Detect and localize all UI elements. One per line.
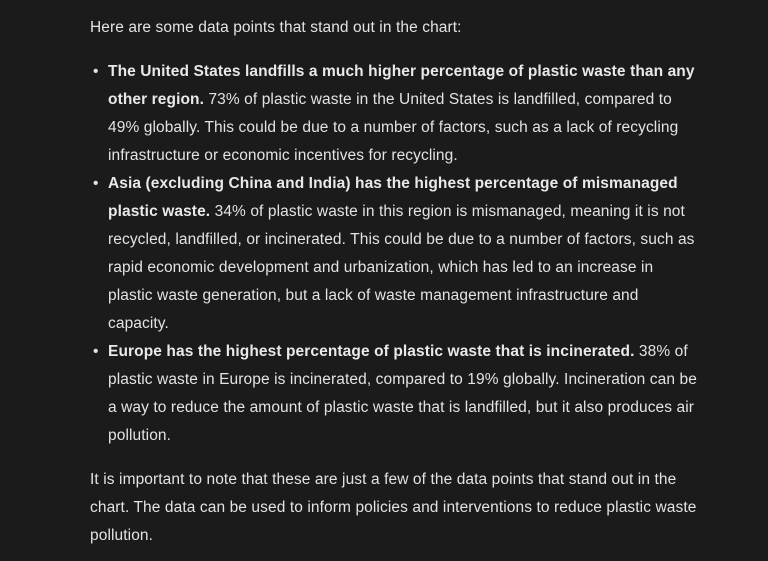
bullet-list <box>90 58 702 450</box>
intro-paragraph: Here are some data points that stand out in the chart: <box>90 19 462 36</box>
bullet-bold-lead: The United States landfills a much higher percentage of plastic waste than any other region. <box>108 63 695 108</box>
bullet-body-text: 34% of plastic waste in this region is mismanaged, meaning it is not recycled, landfilled, or incinerated. This could be due to a number of factors, such as rapid economic development and urbanization, which has led to an increase in plastic waste generation, but a lack of waste management infrastructure and capacity. <box>108 203 695 332</box>
list-item-text <box>108 58 702 170</box>
list-item <box>90 170 702 338</box>
list-item <box>90 58 702 170</box>
closing-paragraph: It is important to note that these are just a few of the data points that stand out in the chart. The data can be used to inform policies and interventions to reduce plastic waste pollution. <box>90 471 697 544</box>
bullet-marker: • <box>93 343 99 360</box>
bullet-marker: • <box>93 175 99 192</box>
bullet-marker: • <box>93 63 99 80</box>
list-item-text <box>108 338 702 450</box>
bullet-body-text: 38% of plastic waste in Europe is incinerated, compared to 19% globally. Incineration can be a way to reduce the amount of plastic waste that is landfilled, but it also produces air pollution. <box>108 343 697 444</box>
list-item <box>90 338 702 450</box>
bullet-bold-lead: Europe has the highest percentage of plastic waste that is incinerated. <box>108 343 635 360</box>
list-item-text <box>108 170 702 338</box>
bullet-bold-lead: Asia (excluding China and India) has the highest percentage of mismanaged plastic waste. <box>108 175 678 220</box>
bullet-body-text: 73% of plastic waste in the United States is landfilled, compared to 49% globally. This could be due to a number of factors, such as a lack of recycling infrastructure or economic incentives for recycling. <box>108 91 679 164</box>
